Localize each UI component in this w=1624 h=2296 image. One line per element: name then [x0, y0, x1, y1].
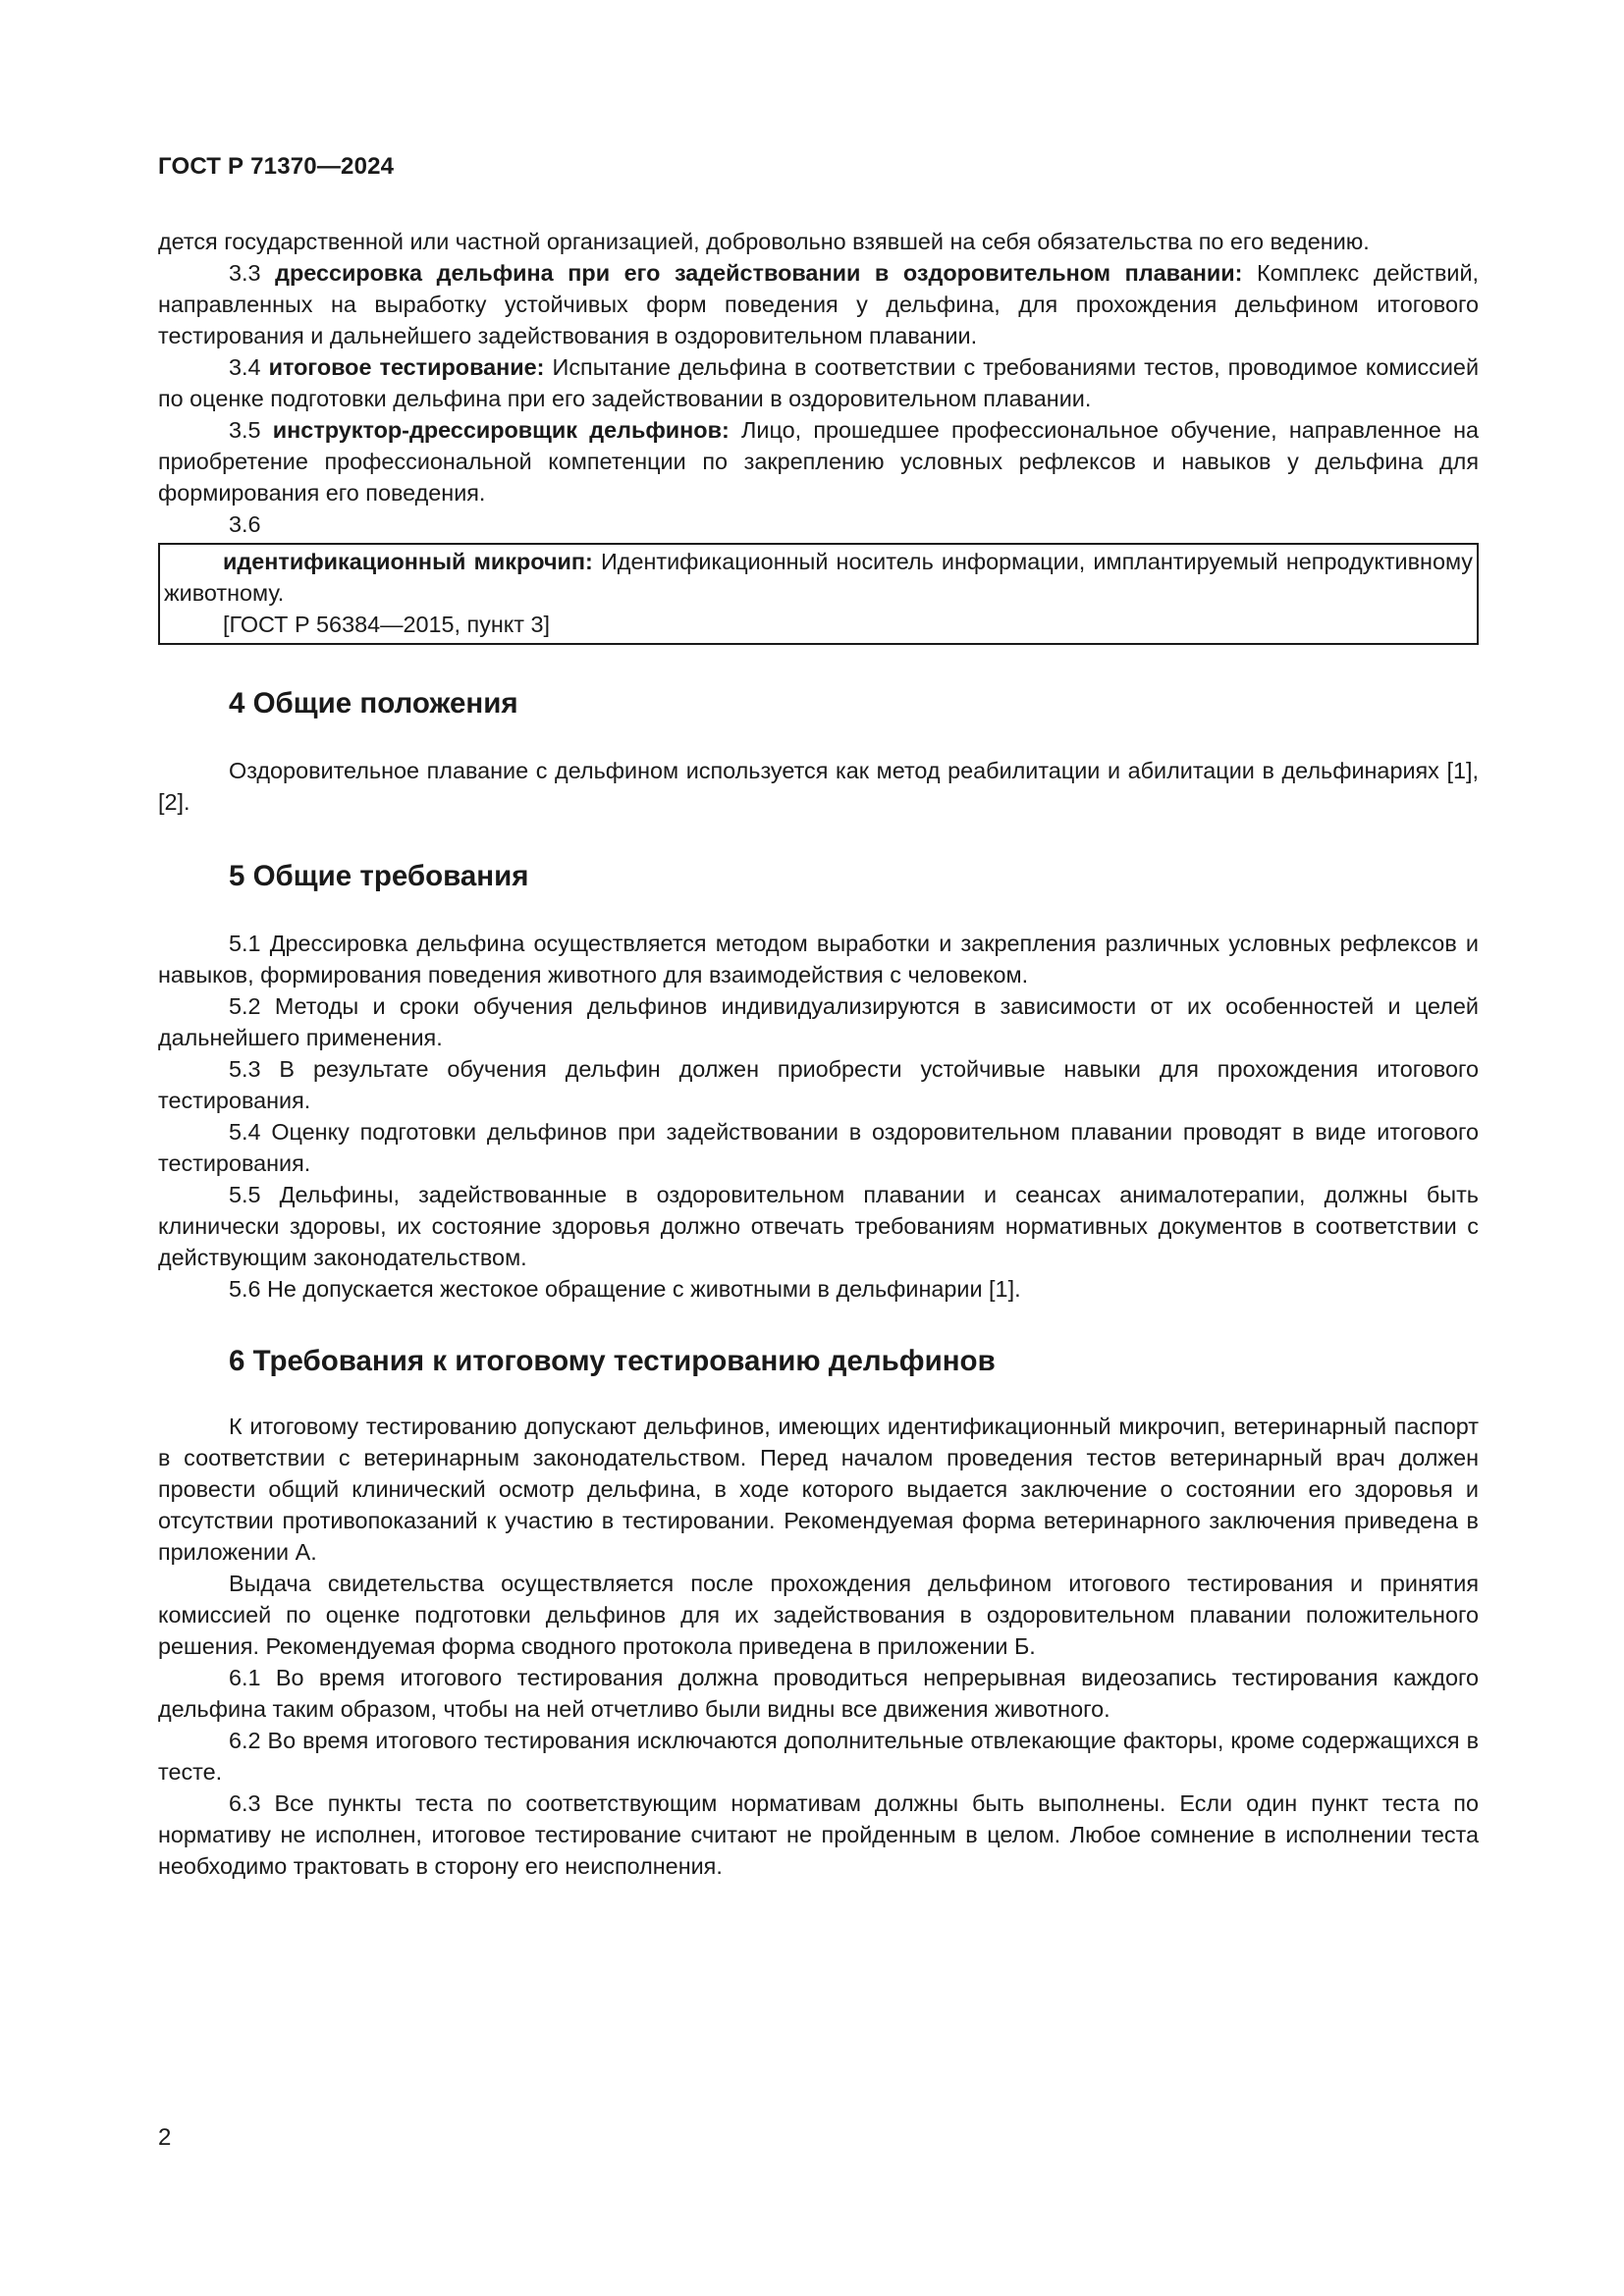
term-3-3: [158, 257, 1479, 351]
clause-6-3: 6.3 Все пункты теста по соответствующим нормативам должны быть выполнены. Если один пункт теста по нормативу не исполнен, итоговое тестирование считают не пройденным в целом. Любое сомнение в исполнении теста необходимо трактовать в сторону его неисполнения.: [158, 1790, 1479, 1879]
clause-5-6: 5.6 Не допускается жестокое обращение с животными в дельфинарии [1].: [229, 1276, 1021, 1302]
term-3-5-definition: Лицо, прошедшее профессиональное обучение, направленное на приобретение профессиональной компетенции по закреплению условных рефлексов и навыков у дельфина для формирования его поведения.: [158, 417, 1480, 506]
document-body: [158, 226, 1479, 1882]
section-4-paragraph: Оздоровительное плавание с дельфином используется как метод реабилитации и абилитации в дельфинариях [1], [2].: [158, 758, 1479, 815]
clause-5-1: 5.1 Дрессировка дельфина осуществляется методом выработки и закрепления различных условных рефлексов и навыков, формирования поведения животного для взаимодействия с человеком.: [158, 931, 1479, 988]
term-3-6-source: [ГОСТ Р 56384—2015, пункт 3]: [223, 612, 551, 637]
term-3-3-definition: Комплекс действий, направленных на выработку устойчивых форм поведения у дельфина, для прохождения дельфином итогового тестирования и дальнейшего задействования в оздоровительном плавании.: [158, 260, 1480, 348]
section-4-heading: 4 Общие положения: [229, 687, 518, 720]
term-3-6-box: [158, 543, 1479, 645]
term-3-6-definition: Идентификационный носитель информации, имплантируемый непродуктивному животному.: [164, 549, 1473, 606]
section3-continuation: дется государственной или частной организацией, добровольно взявшей на себя обязательства по его ведению.: [158, 229, 1370, 254]
term-3-5-number: 3.5: [229, 417, 261, 443]
term-3-6-title: идентификационный микрочип:: [223, 549, 593, 574]
clause-5-2: 5.2 Методы и сроки обучения дельфинов индивидуализируются в зависимости от их особенностей и целей дальнейшего применения.: [158, 993, 1479, 1050]
page-number: 2: [158, 2124, 172, 2151]
document-header: ГОСТ Р 71370—2024: [158, 153, 395, 180]
term-3-6: [164, 546, 1473, 609]
section-6-paragraph-1: К итоговому тестированию допускают дельфинов, имеющих идентификационный микрочип, ветеринарный паспорт в соответствии с ветеринарным законодательством. Перед началом проведения тестов ветеринарный врач должен провести общий клинический осмотр дельфина, в ходе которого выдается заключение о состоянии его здоровья и отсутствии противопоказаний к участию в тестировании. Рекомендуемая форма ветеринарного заключения приведена в приложении А.: [158, 1414, 1479, 1565]
term-3-4: [158, 351, 1479, 414]
section-6-paragraph-2: Выдача свидетельства осуществляется после прохождения дельфином итогового тестирования и принятия комиссией по оценке подготовки дельфинов для их задействования в оздоровительном плавании положительного решения. Рекомендуемая форма сводного протокола приведена в приложении Б.: [158, 1571, 1479, 1659]
clause-5-4: 5.4 Оценку подготовки дельфинов при задействовании в оздоровительном плавании проводят в виде итогового тестирования.: [158, 1119, 1479, 1176]
clause-6-2: 6.2 Во время итогового тестирования исключаются дополнительные отвлекающие факторы, кроме содержащихся в тесте.: [158, 1728, 1479, 1785]
clause-5-3: 5.3 В результате обучения дельфин должен приобрести устойчивые навыки для прохождения итогового тестирования.: [158, 1056, 1479, 1113]
term-3-4-definition: Испытание дельфина в соответствии с требованиями тестов, проводимое комиссией по оценке подготовки дельфина при его задействовании в оздоровительном плавании.: [158, 354, 1480, 411]
term-3-5: [158, 414, 1479, 508]
term-3-5-title: инструктор-дрессировщик дельфинов:: [272, 417, 730, 443]
term-3-3-number: 3.3: [229, 260, 261, 286]
term-3-4-number: 3.4: [229, 354, 261, 380]
term-3-3-title: дрессировка дельфина при его задействовании в оздоровительном плавании:: [275, 260, 1243, 286]
clause-5-5: 5.5 Дельфины, задействованные в оздоровительном плавании и сеансах анималотерапии, должны быть клинически здоровы, их состояние здоровья должно отвечать требованиям нормативных документов в соответствии с действующим законодательством.: [158, 1182, 1479, 1270]
clause-6-1: 6.1 Во время итогового тестирования должна проводиться непрерывная видеозапись тестирования каждого дельфина таким образом, чтобы на ней отчетливо были видны все движения животного.: [158, 1665, 1479, 1722]
term-3-6-number: 3.6: [229, 511, 261, 537]
section-6-heading: 6 Требования к итоговому тестированию дельфинов: [229, 1345, 996, 1377]
section-5-heading: 5 Общие требования: [229, 860, 529, 892]
term-3-4-title: итоговое тестирование:: [268, 354, 545, 380]
